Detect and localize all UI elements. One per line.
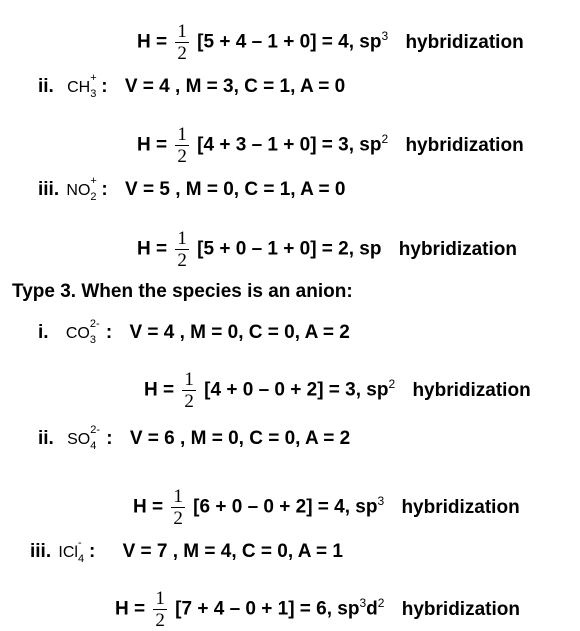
fraction-one-half: $\frac{1}{2}$ <box>173 486 183 529</box>
h-expression: [5 + 0 – 1 + 0] = 2, sp <box>197 238 382 260</box>
h-expression: [6 + 0 – 0 + 2] = 4, sp <box>193 496 378 518</box>
species-line-so4: ii. SO 2- 4 : V = 6 , M = 0, C = 0, A = 2 <box>38 423 351 452</box>
h-label: H = <box>137 238 168 260</box>
h-expression: [4 + 3 – 1 + 0] = 3, sp <box>197 134 382 156</box>
species-formula: CO 2- 3 <box>65 317 100 346</box>
species-variables: V = 4 , M = 0, C = 0, A = 2 <box>129 322 350 343</box>
species-line-no2: iii. NO + 2 : V = 5 , M = 0, C = 1, A = 0 <box>38 174 346 203</box>
species-line-icl4: iii. ICl - 4 : V = 7 , M = 4, C = 0, A = 1 <box>30 536 343 565</box>
species-formula: SO 2- 4 <box>67 423 101 452</box>
d-superscript: 2 <box>377 596 385 611</box>
species-variables: V = 4 , M = 3, C = 1, A = 0 <box>124 76 346 97</box>
sp-superscript: 2 <box>388 377 396 392</box>
item-number: iii. <box>30 541 52 562</box>
hybridization-label: hybridization <box>405 31 524 53</box>
h-expression: [4 + 0 – 0 + 2] = 3, sp <box>204 379 389 401</box>
sp-superscript: 3 <box>377 494 385 509</box>
d-orbital: d <box>366 598 378 620</box>
fraction-one-half: $\frac{1}{2}$ <box>155 588 165 631</box>
species-variables: V = 5 , M = 0, C = 1, A = 0 <box>125 179 346 200</box>
species-formula: CH + 3 <box>67 71 97 100</box>
hybridization-label: hybridization <box>405 134 524 156</box>
h-label: H = <box>144 379 175 401</box>
fraction-one-half: $\frac{1}{2}$ <box>177 228 187 271</box>
item-number: ii. <box>38 428 54 449</box>
item-number: ii. <box>38 76 54 97</box>
h-expression: [7 + 4 – 0 + 1] = 6, sp <box>175 598 360 620</box>
hybridization-label: hybridization <box>401 496 520 518</box>
h-equation-2 <box>137 125 524 166</box>
sp-superscript: 3 <box>381 29 389 44</box>
sp-superscript: 3 <box>359 596 367 611</box>
species-variables: V = 7 , M = 4, C = 0, A = 1 <box>122 541 343 562</box>
item-number: iii. <box>38 179 60 200</box>
fraction-one-half: $\frac{1}{2}$ <box>177 124 187 167</box>
species-formula: NO + 2 <box>66 174 97 203</box>
fraction-one-half: $\frac{1}{2}$ <box>177 21 187 64</box>
h-label: H = <box>133 496 164 518</box>
h-label: H = <box>115 598 146 620</box>
h-label: H = <box>137 31 168 53</box>
hybridization-label: hybridization <box>412 379 531 401</box>
fraction-one-half: $\frac{1}{2}$ <box>184 369 194 412</box>
h-equation-6 <box>115 589 520 630</box>
hybridization-label: hybridization <box>398 238 517 260</box>
species-line-co3: i. CO 2- 3 : V = 4 , M = 0, C = 0, A = 2 <box>38 317 350 346</box>
h-equation-3 <box>137 229 517 270</box>
species-formula: ICl - 4 <box>58 536 85 565</box>
h-equation-4 <box>144 370 531 411</box>
species-variables: V = 6 , M = 0, C = 0, A = 2 <box>129 428 351 449</box>
hybridization-label: hybridization <box>401 598 520 620</box>
section-heading: Type 3. When the species is an anion: <box>12 281 353 302</box>
h-expression: [5 + 4 – 1 + 0] = 4, sp <box>197 31 382 53</box>
h-label: H = <box>137 134 168 156</box>
h-equation-5 <box>133 487 520 528</box>
sp-superscript: 2 <box>381 132 389 147</box>
h-equation-1 <box>137 22 524 63</box>
item-number: i. <box>38 322 49 343</box>
species-line-ch3: ii. CH + 3 : V = 4 , M = 3, C = 1, A = 0 <box>38 71 346 100</box>
